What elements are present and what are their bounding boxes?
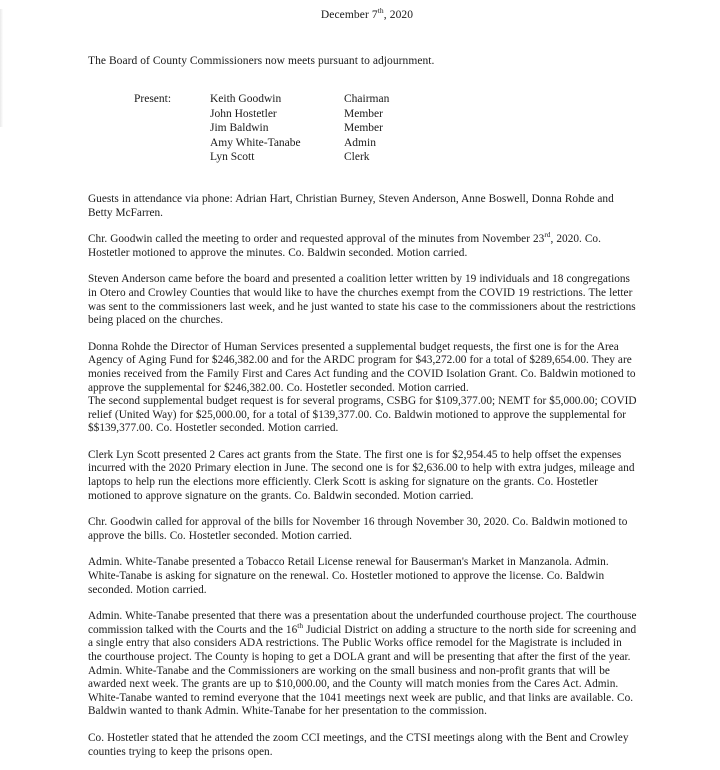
paragraph-human-services-budget-2: The second supplemental budget request is for several programs, CSBG for $109,377.00; NEMT for $5,000.00; COVID relief (United Way) for $25,000.00, for a total of $139,377.00. Co. Baldwin motioned to approve the supplemental for $$139,377.00. Co. Hostetler seconded. Motion carried.	[88, 395, 637, 435]
paragraph-guests: Guests in attendance via phone: Adrian Hart, Christian Burney, Steven Anderson, Anne Boswell, Donna Rohde and Betty McFarren.	[88, 192, 614, 219]
attendee-role: Admin	[344, 136, 376, 149]
attendance-roster	[134, 92, 638, 165]
para-text-lead: Chr. Goodwin called the meeting to order and requested approval of the minutes from November 23	[88, 233, 545, 246]
roster-row	[134, 107, 638, 122]
paragraph-coalition-letter: Steven Anderson came before the board and presented a coalition letter written by 19 individuals and 18 congregations in Otero and Crowley Counties that would like to have the churches exempt from the COVID 19 restrictions. The letter was sent to the commissioners last week, and he just wanted to state his case to the commissioners about the restrictions being placed on the churches.	[88, 273, 636, 327]
attendee-role: Member	[344, 107, 383, 120]
attendee-name: Keith Goodwin	[210, 93, 282, 105]
date-month-day: December 7	[320, 9, 378, 21]
para-text-tail: , 2020. Co. Hostetler motioned to approve the minutes. Co. Baldwin seconded. Motion carried.	[88, 233, 601, 259]
roster-row	[134, 150, 638, 165]
paragraph-approval-of-bills: Chr. Goodwin called for approval of the bills for November 16 through November 30, 2020. Co. Baldwin motioned to approve the bills. Co. Hostetler seconded. Motion carried.	[88, 516, 628, 542]
attendee-name: Lyn Scott	[210, 151, 255, 164]
para-text-lead: Admin. White-Tanabe presented that there was a presentation about the underfunded courthouse project. The courthouse commission talked with the Courts and the 16	[88, 610, 637, 636]
ordinal-suffix: rd	[544, 230, 551, 240]
document-body	[88, 54, 638, 759]
opening-statement: The Board of County Commissioners now meets pursuant to adjournment.	[88, 55, 435, 67]
attendee-role: Clerk	[344, 151, 370, 164]
attendee-role: Chairman	[344, 93, 390, 105]
paragraph-call-to-order	[88, 230, 638, 260]
paragraph-tobacco-license: Admin. White-Tanabe presented a Tobacco Retail License renewal for Bauserman's Market in Manzanola. Admin. White-Tanabe is asking for signature on the renewal. Co. Hostetler motioned to approve the license. Co. Baldwin seconded. Motion carried.	[88, 556, 609, 596]
present-label: Present:	[134, 93, 172, 105]
paragraph-hostetler-meetings: Co. Hostetler stated that he attended the zoom CCI meetings, and the CTSI meetings along with the Bent and Crowley counties trying to keep the prisons open.	[88, 731, 629, 758]
document-date-heading	[0, 6, 720, 22]
minutes-paragraphs	[88, 193, 638, 759]
attendee-name: John Hostetler	[210, 107, 277, 120]
paragraph-courthouse-project	[88, 610, 638, 719]
attendee-role: Member	[344, 122, 383, 135]
ordinal-suffix: th	[297, 621, 304, 631]
roster-row	[134, 121, 638, 136]
document-page	[0, 6, 720, 759]
date-year: , 2020	[383, 9, 414, 21]
paragraph-cares-act-grants: Clerk Lyn Scott presented 2 Cares act grants from the State. The first one is for $2,954.45 to help offset the expenses incurred with the 2020 Primary election in June. The second one is for $2,636.00 to help with extra judges, mileage and laptops to help run the elections more efficiently. Clerk Scott is asking for signature on the grants. Co. Hostetler motioned to approve signature on the grants. Co. Baldwin seconded. Motion carried.	[88, 448, 635, 502]
attendee-name: Amy White-Tanabe	[210, 136, 301, 149]
date-ordinal-suffix: th	[377, 6, 384, 16]
roster-row	[134, 92, 638, 107]
attendee-name: Jim Baldwin	[210, 122, 269, 135]
para-text-tail: Judicial District on adding a structure to the north side for screening and a single entry that also considers ADA restrictions. The Public Works office remodel for the Magistrate is included in the courthouse project. The County is hoping to get a DOLA grant and will be presenting that after the first of the year. Admin. White-Tanabe and the Commissioners are working on the small business and non-profit grants that will be awarded next week. The grants are up to $10,000.00, and the County will match monies from the Cares Act. Admin. White-Tanabe wanted to remind everyone that the 1041 meetings next week are public, and that links are available. Co. Baldwin wanted to thank Admin. White-Tanabe for her presentation to the commission.	[88, 623, 637, 718]
paragraph-human-services-budget-1: Donna Rohde the Director of Human Services presented a supplemental budget requests, the first one is for the Area Agency of Aging Fund for $246,382.00 and for the ARDC program for $43,272.00 for a total of $289,654.00. They are monies received from the Family First and Cares Act funding and the COVID Isolation Grant. Co. Baldwin motioned to approve the supplemental for $246,382.00. Co. Hostetler seconded. Motion carried.	[88, 340, 636, 394]
roster-row	[134, 136, 638, 151]
